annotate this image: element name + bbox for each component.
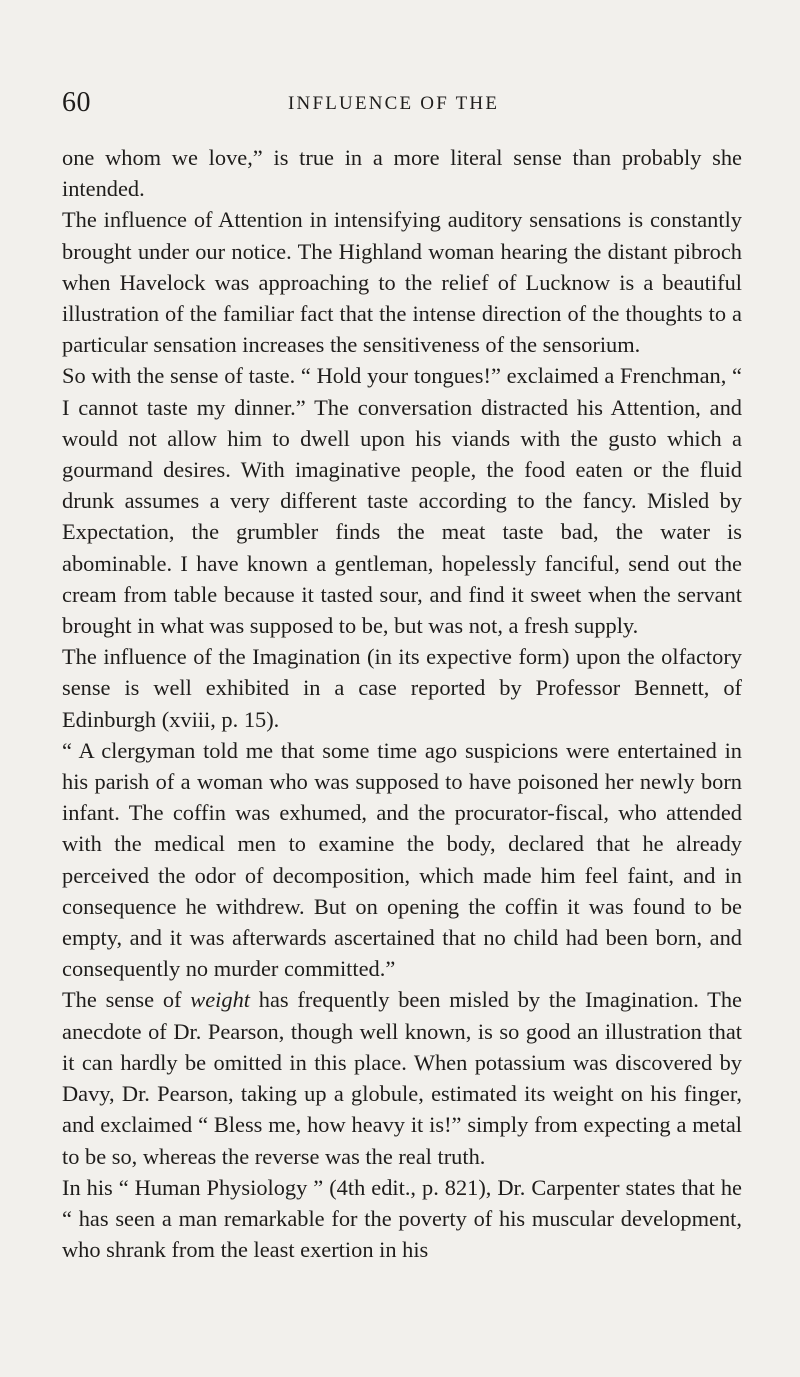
paragraph-7: In his “ Human Physiology ” (4th edit., p. 821), Dr. Carpenter states that he “ has seen a man remarkable for the poverty of his muscular development, who shrank from the least exertion in his [62,1174,742,1263]
page-number: 60 [62,87,91,118]
paragraph-2: The influence of Attention in intensifying auditory sensations is constantly brought under our notice. The Highland woman hearing the distant pibroch when Havelock was approaching to the relief of Lucknow is a beautiful illustration of the familiar fact that the intense direction of the thoughts to a particular sensation increases the sensitiveness of the sensorium. [62,207,742,358]
paragraph-6-pre: The sense of [62,987,191,1013]
paragraph-4: The influence of the Imagination (in its expective form) upon the olfactory sense is well exhibited in a case reported by Professor Bennett, of Edinburgh (xviii, p. 15). [62,644,742,732]
paragraph-6-emphasis: weight [190,987,251,1013]
running-head: INFLUENCE OF THE [288,93,500,114]
paragraph-6 [62,984,742,1171]
paragraph-6-post: has frequently been misled by the Imagination. The anecdote of Dr. Pearson, though well known, is so good an illustration that it can hardly be omitted in this place. When potassium was discovered by Davy, Dr. Pearson, taking up a globule, estimated its weight on his finger, and exclaimed “ Bless me, how heavy it is!” simply from expecting a metal to be so, whereas the reverse was the real truth. [62,987,742,1169]
paragraph-5: “ A clergyman told me that some time ago suspicions were entertained in his parish of a woman who was supposed to have poisoned her newly born infant. The coffin was exhumed, and the procurator-fiscal, who attended with the medical men to examine the body, declared that he already perceived the odor of decomposition, which made him feel faint, and in consequence he withdrew. But on opening the coffin it was found to be empty, and it was afterwards ascertained that no child had been born, and consequently no murder committed.” [62,737,742,982]
paragraph-1: one whom we love,” is true in a more literal sense than probably she intended. [62,145,742,202]
body-text [62,142,742,1265]
page-header [62,88,742,118]
paragraph-3: So with the sense of taste. “ Hold your tongues!” exclaimed a Frenchman, “ I cannot taste my dinner.” The conversation distracted his Attention, and would not allow him to dwell upon his viands with the gusto which a gourmand desires. With imaginative people, the food eaten or the fluid drunk assumes a very different taste according to the fancy. Misled by Expectation, the grumbler finds the meat taste bad, the water is abominable. I have known a gentleman, hopelessly fanciful, send out the cream from table because it tasted sour, and find it sweet when the servant brought in what was supposed to be, but was not, a fresh supply. [62,363,742,639]
